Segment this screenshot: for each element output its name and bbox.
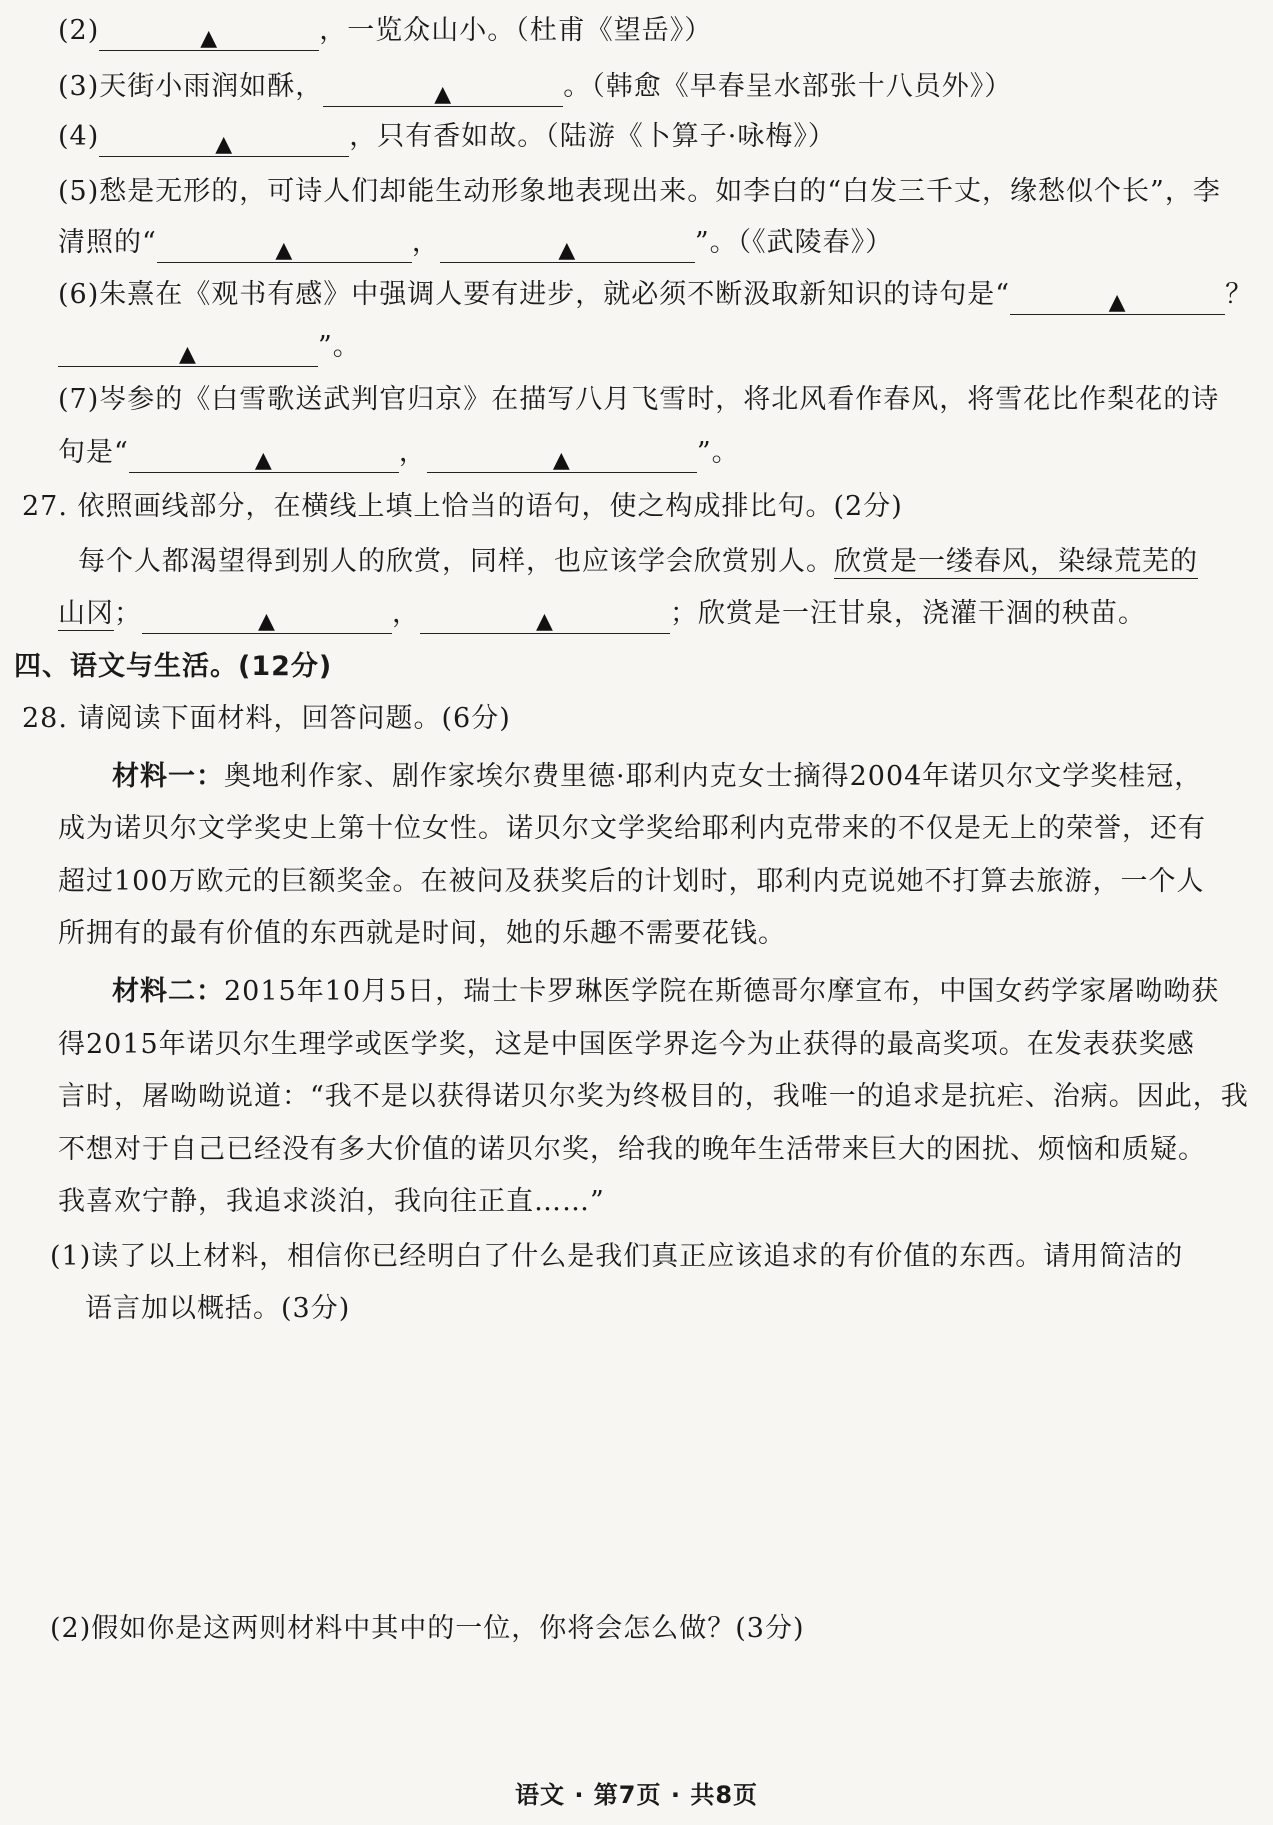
item-text: ？ xyxy=(1225,279,1254,310)
material2-line4: 不想对于自己已经没有多大价值的诺贝尔奖，给我的晚年生活带来巨大的困扰、烦恼和质疑。 xyxy=(58,1134,1206,1165)
item-text: 清照的“ xyxy=(58,227,157,258)
material1-line4: 所拥有的最有价值的东西就是时间，她的乐趣不需要花钱。 xyxy=(58,918,786,949)
material-text: 2015年10月5日，瑞士卡罗琳医学院在斯德哥尔摩宣布，中国女药学家屠呦呦获 xyxy=(224,976,1220,1007)
item-text: 朱熹在《观书有感》中强调人要有进步，就必须不断汲取新知识的诗句是“ xyxy=(99,279,1011,310)
q28-sub1-line1: (1)读了以上材料，相信你已经明白了什么是我们真正应该追求的有价值的东西。请用简洁的 xyxy=(50,1241,1184,1272)
material-label: 材料二： xyxy=(112,976,224,1007)
q26-item7-line2 xyxy=(58,436,740,473)
comma: ， xyxy=(392,598,420,629)
q26-item5-line2 xyxy=(58,226,893,263)
triangle-icon: ▲ xyxy=(275,238,294,263)
item-text: ”。（《武陵春》） xyxy=(694,227,894,258)
section-4-title: 四、语文与生活。(12分) xyxy=(14,651,333,682)
item-text: ”。 xyxy=(696,437,740,468)
answer-blank[interactable] xyxy=(99,126,349,157)
triangle-icon: ▲ xyxy=(254,448,273,473)
q26-item4 xyxy=(58,120,836,157)
item-number: (7) xyxy=(58,384,100,415)
answer-blank[interactable] xyxy=(99,20,319,51)
material2-line5: 我喜欢宁静，我追求淡泊，我向往正直……” xyxy=(58,1186,605,1217)
material2-line1 xyxy=(112,975,1219,1009)
material1-line1 xyxy=(112,760,1202,794)
triangle-icon: ▲ xyxy=(215,132,234,157)
material2-line3: 言时，屠呦呦说道：“我不是以获得诺贝尔奖为终极目的，我唯一的追求是抗疟、治病。因此，我 xyxy=(58,1081,1249,1112)
q26-item2 xyxy=(58,14,712,51)
q26-item3 xyxy=(58,70,1012,107)
q27-line1 xyxy=(78,545,1198,579)
q28-title: 28. 请阅读下面材料，回答问题。(6分) xyxy=(22,703,511,734)
item-number: (5) xyxy=(58,176,100,207)
comma: ， xyxy=(398,437,427,468)
item-number: (6) xyxy=(58,279,100,310)
comma: ， xyxy=(411,227,440,258)
item-text: ”。 xyxy=(318,331,361,362)
q27-title: 27. 依照画线部分，在横线上填上恰当的语句，使之构成排比句。(2分) xyxy=(22,491,903,522)
material2-line2: 得2015年诺贝尔生理学或医学奖，这是中国医学界迄今为止获得的最高奖项。在发表获奖感 xyxy=(58,1029,1195,1060)
item-text: 岑参的《白雪歌送武判官归京》在描写八月飞雪时，将北风看作春风，将雪花比作梨花的诗 xyxy=(99,384,1220,415)
triangle-icon: ▲ xyxy=(536,609,554,634)
q27-line2 xyxy=(58,597,1146,634)
item-text: 愁是无形的，可诗人们却能生动形象地表现出来。如李白的“白发三千丈，缘愁似个长”，李 xyxy=(99,176,1221,207)
q26-item5-line1 xyxy=(58,175,1221,209)
answer-blank[interactable] xyxy=(157,232,412,263)
underlined-text: 欣赏是一缕春风，染绿荒芜的 xyxy=(834,546,1198,577)
answer-blank[interactable] xyxy=(440,232,695,263)
triangle-icon: ▲ xyxy=(1108,290,1127,315)
triangle-icon: ▲ xyxy=(552,448,571,473)
q28-sub1-line2: 语言加以概括。(3分) xyxy=(85,1293,351,1324)
item-text: 句是“ xyxy=(58,437,129,468)
answer-blank[interactable] xyxy=(58,336,318,367)
item-text: 每个人都渴望得到别人的欣赏，同样，也应该学会欣赏别人。 xyxy=(78,546,834,577)
q26-item6-line1 xyxy=(58,278,1253,315)
item-number: (4) xyxy=(58,121,100,152)
material-label: 材料一： xyxy=(112,761,224,792)
answer-blank[interactable] xyxy=(420,603,670,634)
q28-sub2: (2)假如你是这两则材料中其中的一位，你将会怎么做？(3分) xyxy=(50,1613,805,1644)
item-number: (3) xyxy=(58,71,100,102)
material-text: 奥地利作家、剧作家埃尔费里德·耶利内克女士摘得2004年诺贝尔文学奖桂冠， xyxy=(224,761,1203,792)
item-text: ； xyxy=(114,598,142,629)
item-text: ，一览众山小。（杜甫《望岳》） xyxy=(319,15,713,46)
item-text: 。（韩愈《早春呈水部张十八员外》） xyxy=(563,71,1013,102)
q26-item6-line2 xyxy=(58,330,361,367)
answer-blank[interactable] xyxy=(129,442,399,473)
answer-blank[interactable] xyxy=(142,603,392,634)
material1-line3: 超过100万欧元的巨额奖金。在被问及获奖后的计划时，耶利内克说她不打算去旅游，一个人 xyxy=(58,866,1205,897)
material1-line2: 成为诺贝尔文学奖史上第十位女性。诺贝尔文学奖给耶利内克带来的不仅是无上的荣誉，还有 xyxy=(58,813,1206,844)
q26-item7-line1 xyxy=(58,383,1219,417)
triangle-icon: ▲ xyxy=(179,342,197,367)
answer-blank[interactable] xyxy=(323,76,563,107)
page-footer: 语文 · 第7页 · 共8页 xyxy=(514,1781,759,1809)
item-number: (2) xyxy=(58,15,100,46)
item-text: ；欣赏是一汪甘泉，浇灌干涸的秧苗。 xyxy=(670,598,1146,629)
answer-blank[interactable] xyxy=(427,442,697,473)
answer-blank[interactable] xyxy=(1010,284,1225,315)
item-text: 天街小雨润如酥， xyxy=(99,71,324,102)
item-text: ，只有香如故。（陆游《卜算子·咏梅》） xyxy=(349,121,836,152)
triangle-icon: ▲ xyxy=(558,238,577,263)
triangle-icon: ▲ xyxy=(258,609,276,634)
triangle-icon: ▲ xyxy=(434,82,453,107)
underlined-text: 山冈 xyxy=(58,598,114,629)
triangle-icon: ▲ xyxy=(200,26,219,51)
